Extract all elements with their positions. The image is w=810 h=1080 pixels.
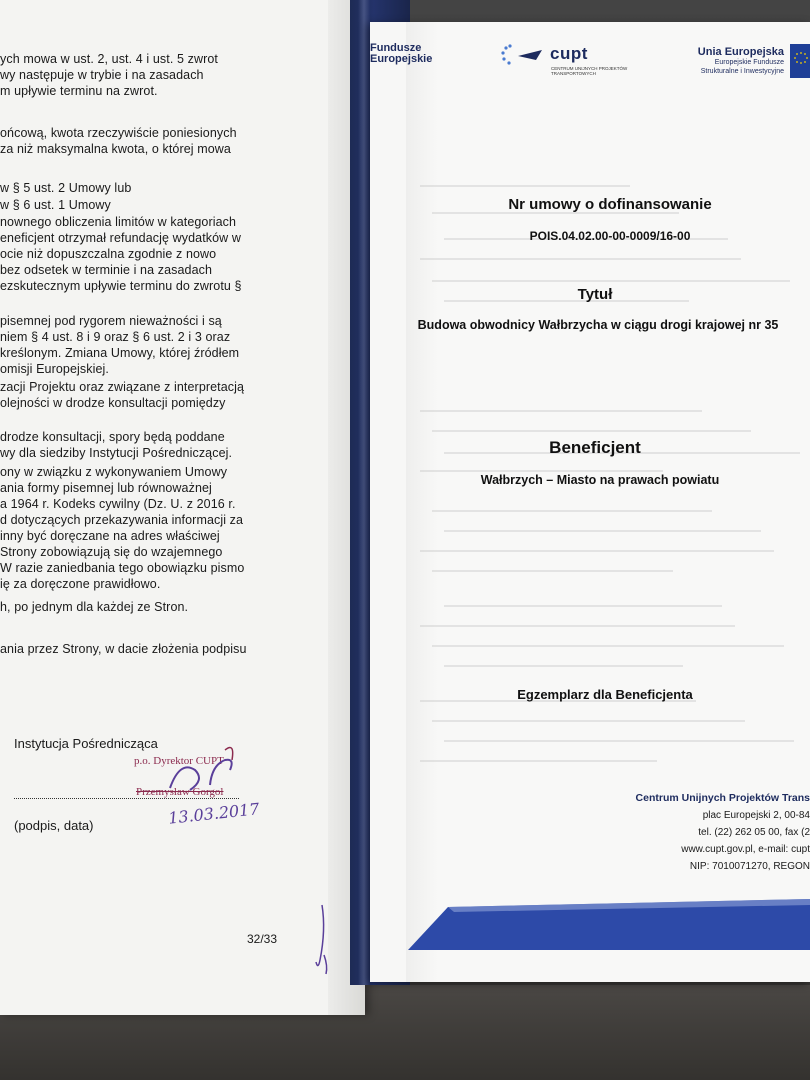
paragraph-line: m upływie terminu na zwrot.	[0, 84, 158, 98]
show-through-line	[444, 530, 761, 532]
title-heading: Tytuł	[577, 286, 613, 303]
beneficiary-heading: Beneficjent	[549, 438, 641, 457]
show-through-line	[420, 185, 630, 187]
paragraph-line: ezskutecznym upływie terminu do zwrotu §	[0, 279, 242, 293]
paragraph-line: ońcową, kwota rzeczywiście poniesionych	[0, 126, 237, 140]
handwritten-signature	[150, 740, 250, 800]
show-through-line	[444, 740, 794, 742]
cupt-contact-footer	[595, 790, 810, 875]
cupt-logo-subtitle: CENTRUM UNIJNYCH PROJEKTÓW TRANSPORTOWYCH	[551, 66, 628, 76]
paragraph-line: ania formy pisemnej lub równoważnej	[0, 481, 212, 495]
paragraph-line: zacji Projektu oraz związane z interpretacją	[0, 380, 245, 394]
show-through-line	[420, 258, 741, 260]
paragraph-line: kreślonym. Zmiana Umowy, której źródłem	[0, 346, 240, 360]
beneficiary-name: Wałbrzych – Miasto na prawach powiatu	[480, 473, 720, 487]
show-through-line	[432, 720, 745, 722]
paragraph-line: inny być doręczane na adres właściwej	[0, 529, 220, 543]
footer-org: Centrum Unijnych Projektów Trans	[635, 792, 810, 804]
show-through-line	[420, 625, 735, 627]
paragraph-line: nownego obliczenia limitów w kategoriach	[0, 215, 237, 229]
agreement-heading: Nr umowy o dofinansowanie	[508, 196, 712, 213]
cupt-logo-icon	[500, 42, 546, 68]
fundusze-europejskie-logo	[370, 43, 432, 65]
stamp-title: p.o. Dyrektor CUPT	[134, 755, 224, 767]
paragraph-line: Strony zobowiązują się do wzajemnego	[0, 545, 223, 559]
show-through-line	[432, 570, 673, 572]
footer-web: www.cupt.gov.pl, e-mail: cupt	[681, 844, 810, 855]
unia-europejska-logo	[680, 46, 784, 76]
cupt-logo-text: cupt	[550, 44, 588, 63]
show-through-line	[432, 430, 751, 432]
paragraph-line: drodze konsultacji, spory będą poddane	[0, 430, 225, 444]
show-through-line	[444, 665, 683, 667]
paragraph-line: wy następuje w trybie i na zasadach	[0, 68, 204, 82]
show-through-line	[420, 410, 702, 412]
paragraph-line: h, po jednym dla każdej ze Stron.	[0, 600, 189, 614]
show-through-line	[432, 645, 784, 647]
footer-nip: NIP: 7010071270, REGON	[689, 861, 810, 872]
show-through-line	[420, 760, 657, 762]
agreement-number: POIS.04.02.00-00-0009/16-00	[529, 229, 691, 243]
footer-address: plac Europejski 2, 00-84	[702, 810, 810, 821]
paragraph-line: a 1964 r. Kodeks cywilny (Dz. U. z 2016 r.	[0, 497, 236, 511]
paragraph-line: olejności w drodze konsultacji pomiędzy	[0, 396, 226, 410]
paragraph-line: w § 6 ust. 1 Umowy	[0, 198, 111, 212]
signature-line	[14, 798, 239, 799]
show-through-line	[432, 280, 790, 282]
stamp-name: Przemysław Gorgol	[136, 786, 224, 798]
paragraph-line: ych mowa w ust. 2, ust. 4 i ust. 5 zwrot	[0, 52, 218, 66]
show-through-line	[420, 470, 663, 472]
ue-logo-line2: Europejskie Fundusze	[714, 59, 784, 66]
footer-phone: tel. (22) 262 05 00, fax (2	[698, 827, 810, 838]
paragraph-line: pisemnej pod rygorem nieważności i są	[0, 314, 222, 328]
copy-note: Egzemplarz dla Beneficjenta	[517, 687, 693, 702]
paragraph-line: ocie niż dopuszczalna zgodnie z nowo	[0, 247, 217, 261]
ue-logo-line3: Strukturalne i Inwestycyjne	[700, 68, 784, 75]
paragraph-line: ania przez Strony, w dacie złożenia podpisu	[0, 642, 247, 656]
spine-highlight	[358, 0, 370, 985]
paragraph-line: ony w związku z wykonywaniem Umowy	[0, 465, 228, 479]
signatory-label: Instytucja Pośrednicząca	[14, 736, 158, 751]
fe-logo-line2: Europejskie	[370, 53, 433, 65]
signature-caption: (podpis, data)	[14, 818, 94, 833]
paragraph-line: wy dla siedziby Instytucji Pośredniczącej.	[0, 446, 233, 460]
project-title: Budowa obwodnicy Wałbrzycha w ciągu drogi krajowej nr 35	[417, 318, 779, 332]
left-document-page	[0, 0, 365, 1015]
show-through-line	[420, 550, 774, 552]
ue-logo-line1: Unia Europejska	[697, 46, 784, 58]
paragraph-line: W razie zaniedbania tego obowiązku pismo	[0, 561, 245, 575]
footer-blue-band	[408, 895, 810, 950]
paragraph-line: omisji Europejskiej.	[0, 362, 109, 376]
paragraph-line: za niż maksymalna kwota, o której mowa	[0, 142, 231, 156]
signature-date: 13.03.2017	[167, 799, 261, 828]
paragraph-line: d dotyczących przekazywania informacji za	[0, 513, 244, 527]
paragraph-line: niem § 4 ust. 8 i 9 oraz § 6 ust. 2 i 3 oraz	[0, 330, 231, 344]
eu-flag-icon	[790, 44, 810, 78]
initials-mark	[306, 900, 336, 980]
fe-logo-line1: Fundusze	[370, 42, 422, 54]
show-through-line	[432, 510, 712, 512]
paragraph-line: eneficjent otrzymał refundację wydatków w	[0, 231, 242, 245]
page-number: 32/33	[247, 932, 278, 946]
paragraph-line: ię za doręczone prawidłowo.	[0, 577, 161, 591]
paragraph-line: bez odsetek w terminie i na zasadach	[0, 263, 213, 277]
paragraph-line: w § 5 ust. 2 Umowy lub	[0, 181, 132, 195]
show-through-line	[444, 605, 722, 607]
